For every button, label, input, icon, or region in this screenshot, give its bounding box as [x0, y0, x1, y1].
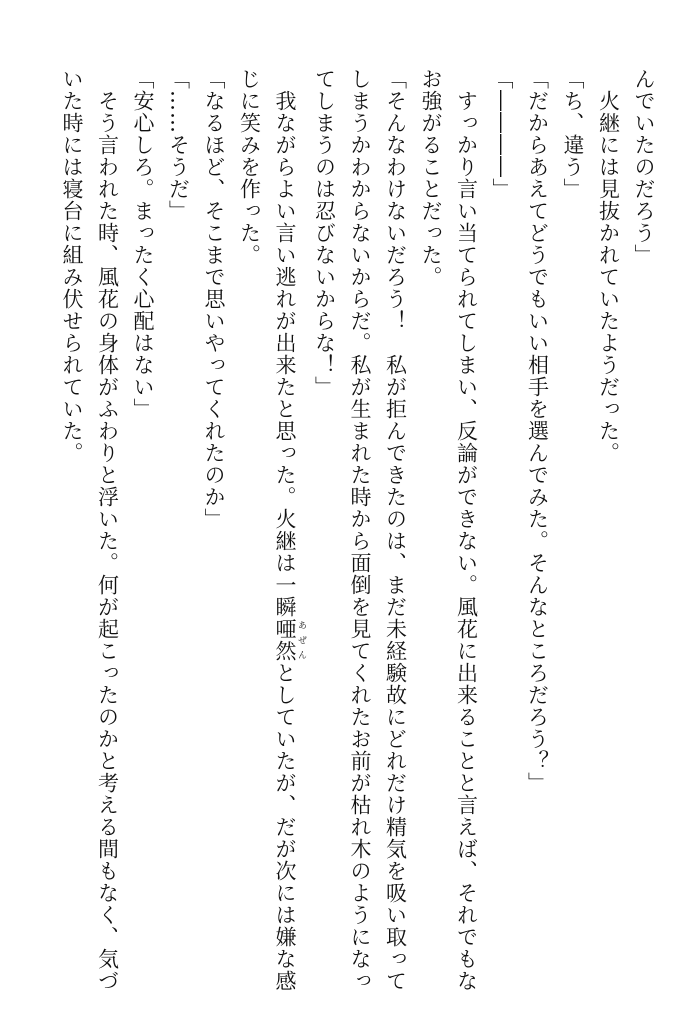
text-line: 「ち、違う」: [561, 68, 585, 200]
ruby-annotation: [273, 618, 306, 662]
text-line-with-ruby: [267, 68, 307, 992]
text-segment: としていたが、だが次には嫌な感: [273, 662, 297, 992]
text-line: 「……そうだ」: [166, 68, 191, 222]
text-line: 「安心しろ。まったく心配はない」: [131, 68, 155, 420]
text-line: すっかり言い当てられてしまい、反論ができない。風花に出来ることと言えば、それでもな: [454, 68, 479, 992]
ruby-base: 唖然: [273, 618, 297, 662]
vertical-text-body: [54, 68, 662, 992]
ruby-reading: あぜん: [296, 618, 306, 662]
text-line: てしまうのは忍びないからな！」: [312, 68, 337, 398]
text-line: んでいたのだろう」: [632, 68, 656, 266]
text-line: 火継には見抜かれていたようだった。: [596, 68, 621, 464]
text-line: しまうかわからないからだ。私が生まれた時から面倒を見てくれたお前が枯れ木のようになっ: [348, 68, 372, 992]
text-line: お強がることだった。: [419, 68, 443, 288]
text-line: 「なるほど、そこまで思いやってくれたのか」: [202, 68, 226, 530]
text-line: いた時には寝台に組み伏せられていた。: [60, 68, 84, 464]
text-line: 「だからあえてどうでもいい相手を選んでみた。そんなところだろう？」: [525, 68, 550, 794]
text-line: じに笑みを作った。: [237, 68, 262, 266]
text-segment: 我ながらよい言い逃れが出来たと思った。火継は一瞬: [273, 68, 297, 618]
text-line: そう言われた時、風花の身体がふわりと浮いた。何が起こったのかと考える間もなく、気づ: [95, 68, 120, 992]
text-line: 「そんなわけないだろう！ 私が拒んできたのは、まだ未経験故にどれだけ精気を吸い取って: [383, 68, 408, 992]
text-line: 「――――」: [490, 68, 514, 200]
